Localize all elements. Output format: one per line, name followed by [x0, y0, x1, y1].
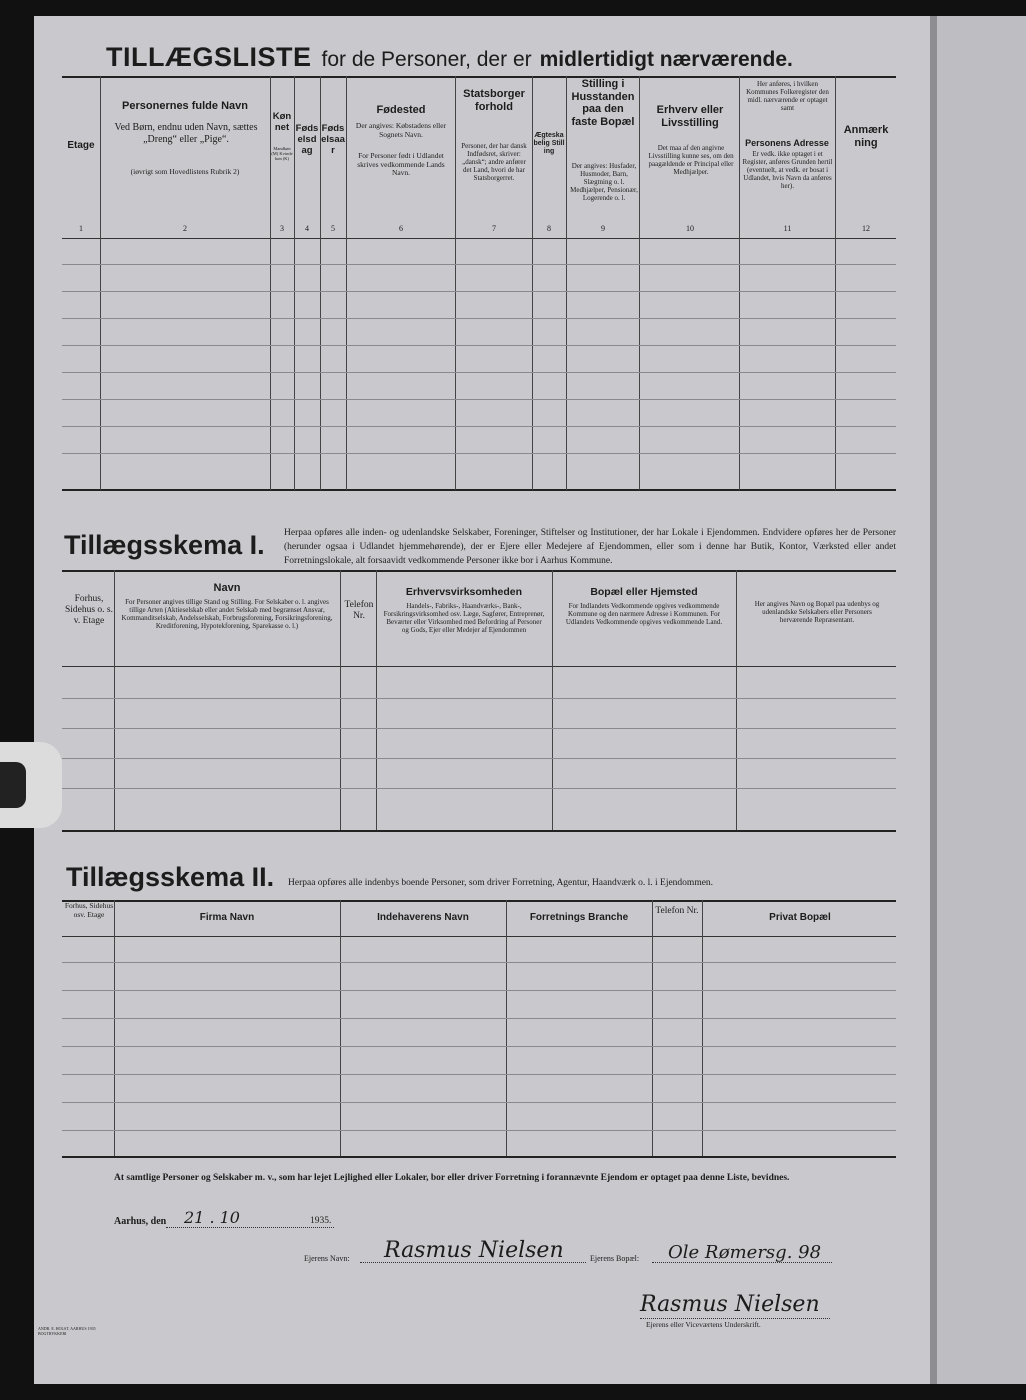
col-num: 12	[862, 224, 870, 233]
date-line	[166, 1227, 334, 1228]
date-year: 1935.	[310, 1216, 332, 1226]
page-tab	[0, 742, 62, 828]
col-num: 5	[331, 224, 335, 233]
title-rest: for de Personer, der er	[321, 48, 532, 71]
col-address-sub: Er vedk. ikke optaget i et Register, anføres Grunden hertil (eventuelt, at vedk. er bosat i Udlandet, hvis Navn da anføres her).	[742, 150, 833, 191]
facing-page	[937, 16, 1026, 1384]
s1-col-name-sub: For Personer angives tillige Stand og Stilling. For Selskaber o. l. angives tillige Arten (Aktieselskab eller andet Selskab med begrænset Ansvar, Kommanditselskab, Andelsselskab, Forbrugsforening, Forsikringsforening, Kreditforening, Hypotekforening, Sparekasse o. l.)	[121, 598, 333, 631]
form-page	[34, 16, 934, 1384]
date-handwritten: 21 . 10	[184, 1208, 240, 1227]
col-marital: Ægteskabelig Stilling	[533, 132, 565, 156]
s2-col-phone: Telefon Nr.	[655, 906, 699, 916]
s1-col-business-title: Erhvervsvirksomheden	[405, 586, 523, 598]
col-remarks: Anmærkning	[843, 124, 889, 149]
s1-col-etage: Forhus, Sidehus o. s. v. Etage	[64, 594, 114, 626]
s1-col-name-title: Navn	[213, 582, 241, 594]
col-num: 10	[686, 224, 694, 233]
col-occupation-sub: Det maa af den angivne Livsstilling kunne ses, om den paagældende er Principal eller Medhjælper.	[648, 144, 734, 177]
signature-label: Ejerens eller Viceværtens Underskrift.	[646, 1320, 761, 1329]
date-place: Aarhus, den	[114, 1216, 167, 1227]
s1-col-phone: Telefon Nr.	[344, 600, 374, 621]
col-num: 3	[280, 224, 284, 233]
col-occupation-title: Erhverv eller Livsstilling	[656, 104, 724, 129]
signature-line	[640, 1318, 830, 1319]
s1-col-business-sub: Handels-, Fabriks-, Haandværks-, Bank-, Forsikringsvirksomhed osv. Læge, Sagfører, Entreprenør, Beværter eller Virksomhed med Befordring af Personer og Gods, Ejer eller Medejer af Ejendommen	[383, 602, 545, 635]
footer-statement: At samtlige Personer og Selskaber m. v., som har lejet Lejlighed eller Lokaler, bor eller driver Forretning i forannævnte Ejendom er optaget paa denne Liste, bevidnes.	[114, 1173, 790, 1183]
col-household-sub: Der angives: Husfader, Husmoder, Barn, Slægtning o. l. Medhjælper, Pensionær, Logerende o. l.	[570, 162, 638, 203]
col-birthplace-note: For Personer født i Udlandet skrives vedkommende Lands Navn.	[357, 151, 445, 178]
s1-col-representative: Her angives Navn og Bopæl paa udenbys og udenlandske Selskabers eller Personers herværende Repræsentant.	[754, 600, 880, 625]
col-name-sub: Ved Børn, endnu uden Navn, sættes „Dreng“ eller „Pige“.	[114, 122, 258, 145]
col-address-pre: Her anføres, i hvilken Kommunes Folkeregister den midl. nærværende er optaget samt	[746, 80, 829, 113]
col-household-title: Stilling i Husstanden paa den faste Bopæl	[571, 78, 635, 128]
col-num: 6	[399, 224, 403, 233]
skema2-table	[62, 900, 896, 1158]
s2-col-firm: Firma Navn	[199, 912, 255, 923]
skema1-table	[62, 570, 896, 832]
skema1-intro: Herpaa opføres alle inden- og udenlandske Selskaber, Foreninger, Stiftelser og Institutioner, der har Lokale i Ejendommen. Endvidere opføres her de Personer (herunder ogsaa i Udlandet hjemmehørende), der er Ejere eller Medejere af Ejendommen, eller som i denne har Butik, Kontor, Værksted eller andet Forretningslokale, alt forsaavidt vedkommende Personer ikke bor i Aarhus Kommune.	[284, 528, 896, 566]
col-num: 2	[183, 224, 187, 233]
col-sex-title: Kønnet	[272, 111, 292, 133]
owner-address-value: Ole Rømersg. 98	[668, 1242, 822, 1263]
col-num: 1	[79, 224, 83, 233]
page-title	[106, 42, 926, 73]
printer-imprint: ANDR. E. HOLST, AARHUS 1935 BOGTRYKKERI	[38, 1326, 96, 1336]
s2-col-etage: Forhus, Sidehus osv. Etage	[64, 901, 114, 919]
s2-col-owner: Indehaverens Navn	[377, 912, 469, 923]
col-name-note: (iøvrigt som Hovedlistens Rubrik 2)	[130, 167, 240, 176]
col-num: 9	[601, 224, 605, 233]
col-citizenship-sub: Personer, der har dansk Indfødsret, skriver: „dansk“; andre anfører det Land, hvori de har Statsborgerret.	[461, 142, 527, 183]
col-num: 4	[305, 224, 309, 233]
col-num: 7	[492, 224, 496, 233]
owner-address-label: Ejerens Bopæl:	[590, 1254, 640, 1263]
skema1-title: Tillægsskema I.	[64, 530, 265, 560]
s1-col-residence-title: Bopæl eller Hjemsted	[590, 586, 698, 598]
s2-col-branch: Forretnings Branche	[529, 912, 629, 923]
s2-col-private: Privat Bopæl	[769, 912, 831, 923]
owner-name-label: Ejerens Navn:	[304, 1254, 350, 1263]
col-sex-sub: Mandkøn (M) Kvindekøn (K)	[271, 146, 293, 162]
skema2-intro: Herpaa opføres alle indenbys boende Personer, som driver Forretning, Agentur, Haandværk o. l. i Ejendommen.	[288, 878, 714, 888]
skema2-title: Tillægsskema II.	[66, 862, 275, 892]
owner-name-value: Rasmus Nielsen	[384, 1238, 564, 1263]
col-address-title: Personens Adresse	[745, 138, 829, 148]
title-bold: midlertidigt nærværende.	[539, 48, 793, 71]
col-birthday: Fødselsdag	[295, 123, 319, 156]
col-name-title: Personernes fulde Navn	[122, 100, 248, 112]
owner-signature: Rasmus Nielsen	[640, 1292, 820, 1317]
col-num: 8	[547, 224, 551, 233]
col-birthyear: Fødselsaar	[321, 123, 345, 156]
title-main: TILLÆGSLISTE	[106, 42, 312, 72]
col-birthplace-sub: Der angives: Købstadens eller Sognets Navn.	[355, 121, 447, 139]
col-citizenship-title: Statsborgerforhold	[463, 88, 525, 113]
col-num: 11	[783, 224, 792, 233]
col-etage: Etage	[67, 140, 95, 151]
col-birthplace-title: Fødested	[376, 104, 426, 116]
s1-col-residence-sub: For Indlandets Vedkommende opgives vedkommende Kommune og den nærmere Adresse i Kommunen. For Udlandets Vedkommende opgives vedkommende Land.	[565, 602, 723, 627]
main-table	[62, 76, 896, 491]
